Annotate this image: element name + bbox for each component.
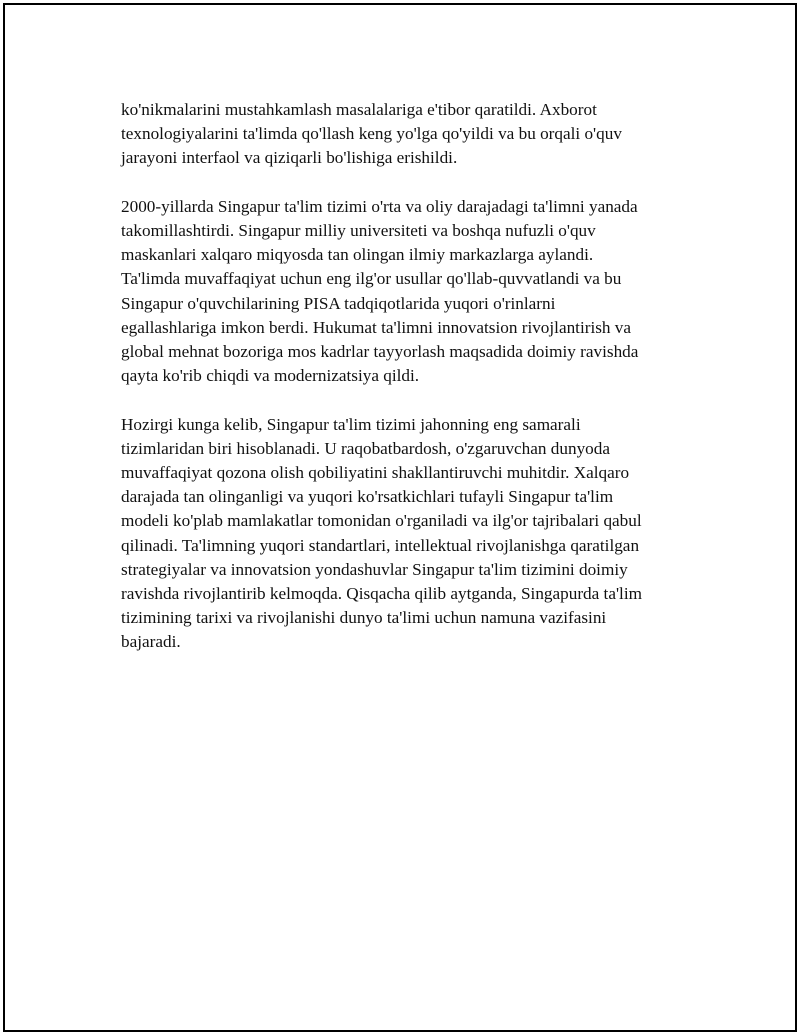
paragraph-2: 2000-yillarda Singapur ta'lim tizimi o'rta va oliy darajadagi ta'limni yanada takomillashtirdi. Singapur milliy universiteti va boshqa nufuzli o'quv maskanlari xalqaro miqyosda tan olingan ilmiy markazlarga aylandi. Ta'limda muvaffaqiyat uchun eng ilg'or usullar qo'llab-quvvatlandi va bu Singapur o'quvchilarining PISA tadqiqotlarida yuqori o'rinlarni egallashlariga imkon berdi. Hukumat ta'limni innovatsion rivojlantirish va global mehnat bozoriga mos kadrlar tayyorlash maqsadida doimiy ravishda qayta ko'rib chiqdi va modernizatsiya qildi. (121, 196, 639, 386)
document-body (121, 98, 691, 679)
paragraph-3: Hozirgi kunga kelib, Singapur ta'lim tizimi jahonning eng samarali tizimlaridan biri hisoblanadi. U raqobatbardosh, o'zgaruvchan dunyoda muvaffaqiyat qozona olish qobiliyatini shakllantiruvchi muhitdir. Xalqaro darajada tan olinganligi va yuqori ko'rsatkichlari tufayli Singapur ta'lim modeli ko'plab mamlakatlar tomonidan o'rganiladi va ilg'or tajribalari qabul qilinadi. Ta'limning yuqori standartlari, intellektual rivojlanishga qaratilgan strategiyalar va innovatsion yondashuvlar Singapur ta'lim tizimini doimiy ravishda rivojlantirib kelmoqda. Qisqacha qilib aytganda, Singapurda ta'lim tizimining tarixi va rivojlanishi dunyo ta'limi uchun namuna vazifasini bajaradi. (121, 414, 642, 652)
document-page (3, 3, 797, 1032)
paragraph-1: ko'nikmalarini mustahkamlash masalalariga e'tibor qaratildi. Axborot texnologiyalarini ta'limda qo'llash keng yo'lga qo'yildi va bu orqali o'quv jarayoni interfaol va qiziqarli bo'lishiga erishildi. (121, 100, 622, 168)
